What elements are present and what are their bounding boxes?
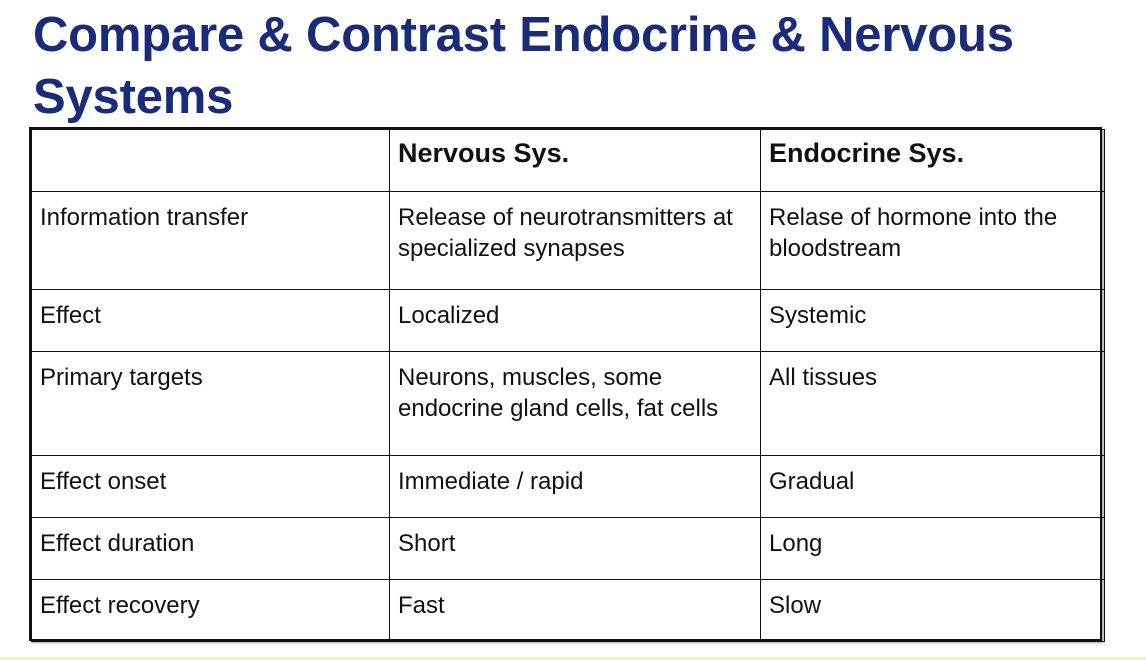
row-label: Primary targets xyxy=(32,352,390,456)
nervous-cell: Release of neurotransmitters at specialized synapses xyxy=(390,192,761,290)
row-label: Effect onset xyxy=(32,456,390,518)
nervous-cell: Immediate / rapid xyxy=(390,456,761,518)
header-cell-endocrine: Endocrine Sys. xyxy=(761,130,1105,192)
endocrine-cell: Relase of hormone into the bloodstream xyxy=(761,192,1105,290)
comparison-table xyxy=(29,127,1102,641)
endocrine-cell: Systemic xyxy=(761,290,1105,352)
table-row xyxy=(32,290,1105,352)
table-header-row xyxy=(32,130,1105,192)
endocrine-cell: Gradual xyxy=(761,456,1105,518)
row-label: Effect duration xyxy=(32,518,390,580)
table-row xyxy=(32,518,1105,580)
nervous-cell: Short xyxy=(390,518,761,580)
row-label: Information transfer xyxy=(32,192,390,290)
header-cell-nervous: Nervous Sys. xyxy=(390,130,761,192)
table-row xyxy=(32,192,1105,290)
table-row xyxy=(32,580,1105,642)
nervous-cell: Localized xyxy=(390,290,761,352)
endocrine-cell: Slow xyxy=(761,580,1105,642)
header-cell-empty xyxy=(32,130,390,192)
table-row xyxy=(32,352,1105,456)
row-label: Effect recovery xyxy=(32,580,390,642)
endocrine-cell: Long xyxy=(761,518,1105,580)
endocrine-cell: All tissues xyxy=(761,352,1105,456)
row-label: Effect xyxy=(32,290,390,352)
table-row xyxy=(32,456,1105,518)
nervous-cell: Neurons, muscles, some endocrine gland cells, fat cells xyxy=(390,352,761,456)
slide-title: Compare & Contrast Endocrine & Nervous Systems xyxy=(33,8,1014,124)
nervous-cell: Fast xyxy=(390,580,761,642)
